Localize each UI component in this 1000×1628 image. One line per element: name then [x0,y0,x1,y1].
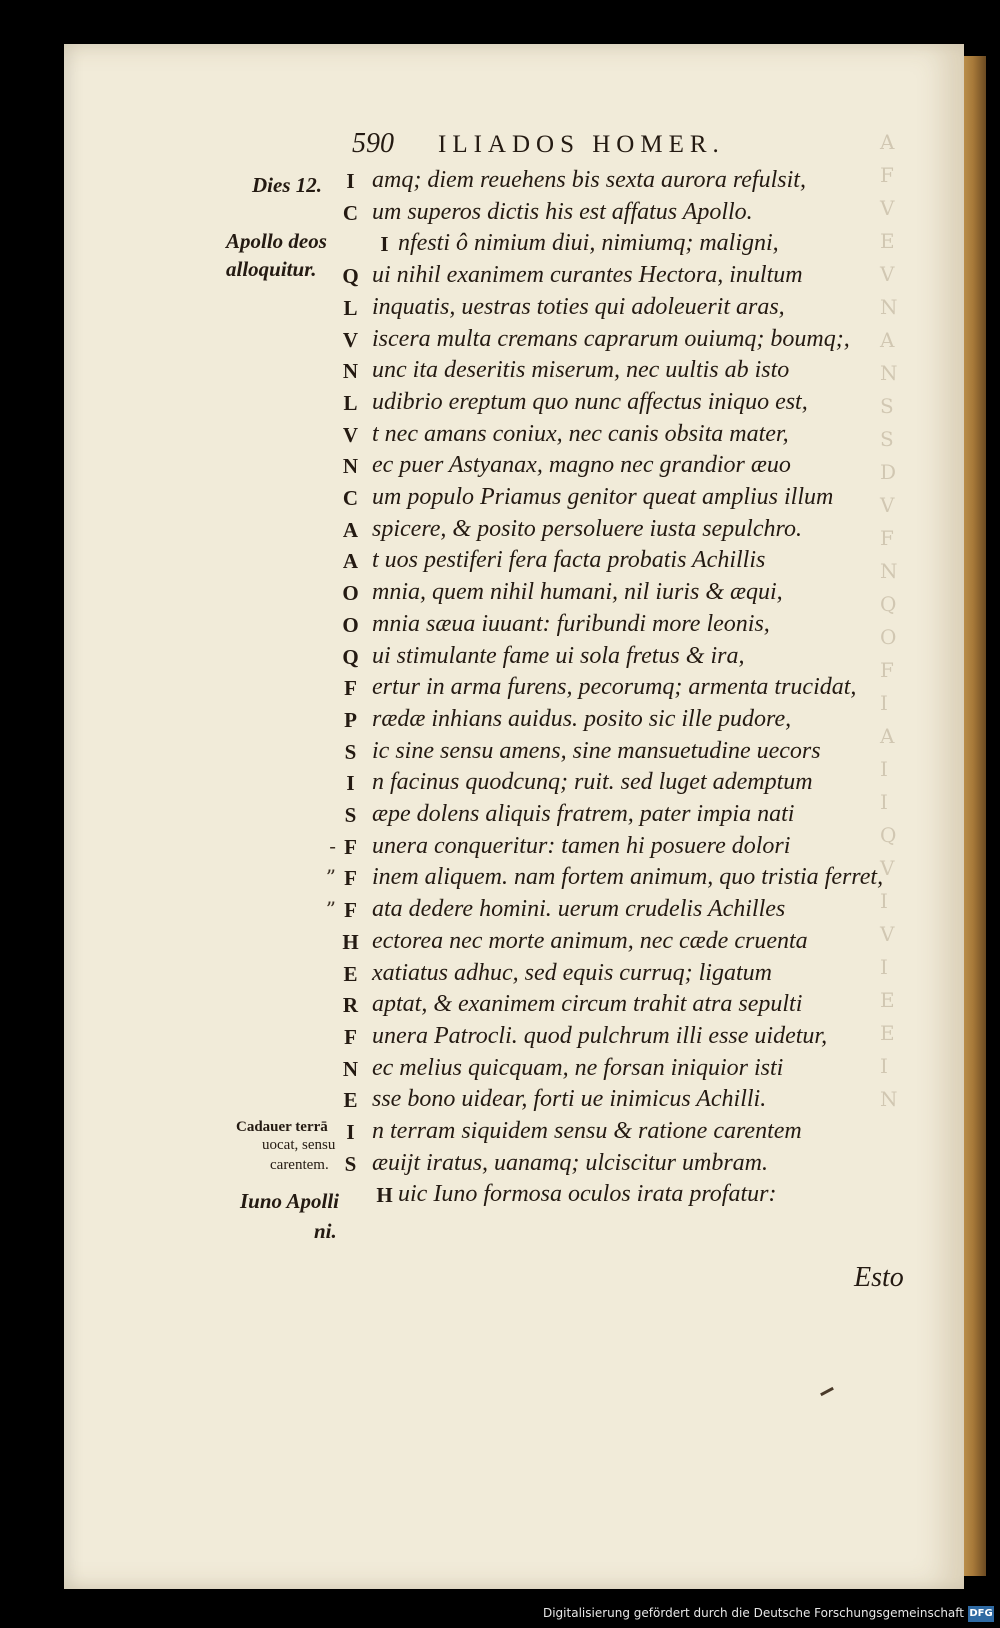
verse-text: ui stimulante fame ui sola fretus & ira, [372,642,745,669]
margin-note-cadaver-line2: uocat, sensu [262,1137,336,1153]
verse-initial: F [344,866,358,891]
bleed-letter: D [880,460,897,484]
verse-text: mnia, quem nihil humani, nil iuris & æqui, [372,579,783,606]
quotation-mark: ” [325,865,336,890]
verse-text: ectorea nec morte animum, nec cæde cruenta [372,927,808,954]
verse-initial: N [342,1056,360,1081]
verse-text: unera conqueritur: tamen hi posuere dolori [372,832,791,859]
verse-line [0,546,900,579]
verse-line [0,356,900,389]
verse-line [0,768,900,801]
verse-text: ui nihil exanimem curantes Hectora, inultum [372,262,803,289]
bleed-letter: S [880,427,894,451]
verse-text: xatiatus adhuc, sed equis curruq; ligatum [372,959,772,986]
verse-line [0,800,900,833]
verse-initial: P [344,707,358,732]
verse-text: æuijt iratus, uanamq; ulciscitur umbram. [372,1149,769,1176]
verse-text: unc ita deseritis miserum, nec uultis ab isto [372,357,790,384]
bleed-letter: I [880,955,888,979]
verse-line [0,515,900,548]
verse-line [0,1054,900,1087]
verse-initial: I [380,232,390,257]
bleed-letter: Q [880,592,897,616]
verse-initial: V [342,422,360,447]
verse-initial: A [342,549,360,574]
verse-text: udibrio ereptum quo nunc affectus iniquo est, [372,388,808,415]
verse-initial: S [344,1151,358,1176]
verse-initial: R [342,993,360,1018]
bleed-letter: I [880,757,888,781]
verse-initial: S [344,803,358,827]
verse-line [0,959,900,992]
bleed-letter: V [880,196,895,220]
verse-initial: L [343,390,359,415]
quotation-mark: - [329,833,336,858]
verse-line [0,388,900,421]
verse-text: sse bono uidear, forti ue inimicus Achilli. [372,1086,767,1113]
bleed-letter: O [880,625,897,649]
verse-initial: Q [342,264,360,289]
catchword: Esto [854,1262,904,1293]
bleed-letter: I [880,691,888,715]
verse-text: um superos dictis his est affatus Apollo. [372,198,753,225]
verse-line [0,451,900,484]
bleed-letter: V [880,493,895,517]
verse-line [0,261,900,294]
verse-initial: F [344,834,358,859]
verse-text: mnia sæua iuuant: furibundi more leonis, [372,610,770,637]
verse-line [0,642,900,675]
verse-initial: N [342,454,360,479]
bleed-letter: N [880,559,898,583]
verse-line [0,325,900,358]
verse-line [0,293,900,326]
bleed-letter: F [880,526,894,550]
verse-text: um populo Priamus genitor queat amplius illum [372,484,834,510]
verse-text: n terram siquidem sensu & ratione carentem [372,1118,802,1144]
verse-text: iscera multa cremans caprarum ouiumq; boumq;, [372,325,850,352]
bleed-letter: I [880,790,888,814]
verse-initial: V [342,327,360,352]
bleed-letter: I [880,1054,888,1078]
verse-text: ata dedere homini. uerum crudelis Achilles [372,896,786,923]
verse-text: ec puer Astyanax, magno nec grandior æuo [372,452,791,479]
page-number: 590 [352,128,394,159]
verse-line [0,990,900,1023]
verse-initial: E [343,961,359,986]
verse-line [0,737,900,770]
bleed-letter: A [880,724,895,748]
bleed-letter: I [880,889,888,913]
verse-text: rædæ inhians auidus. posito sic ille pudore, [372,705,792,732]
verse-text: n facinus quodcunq; ruit. sed luget ademptum [372,769,813,796]
verse-text: t uos pestiferi fera facta probatis Achillis [372,547,766,574]
verse-line [0,832,900,865]
bleed-letter: A [880,328,895,352]
verse-line [0,927,900,960]
verse-initial: E [343,1088,359,1113]
running-head: ILIADOS HOMER. [438,131,725,158]
verse-initial: C [342,486,360,510]
verse-initial: N [342,359,360,384]
verse-line [0,673,900,706]
funding-credit: Digitalisierung gefördert durch die Deutsche Forschungsgemeinschaft [542,1606,964,1620]
verse-line [0,483,900,516]
verse-initial: L [343,295,359,320]
verse-initial: Q [342,644,360,669]
verse-text: ic sine sensu amens, sine mansuetudine uecors [372,737,821,764]
digitization-footer [0,1602,1000,1628]
verse-initial: C [342,200,360,225]
margin-note-cadaver-line3: carentem. [270,1157,329,1173]
page-header [352,128,725,160]
verse-text: aptat, & exanimem circum trahit atra sepulti [372,991,803,1018]
verse-text: amq; diem reuehens bis sexta aurora refulsit, [372,167,806,193]
bleed-letter: A [880,130,895,154]
verse-text: unera Patrocli. quod pulchrum illi esse uidetur, [372,1022,828,1049]
bleed-letter: E [880,988,895,1012]
verse-initial: F [344,676,358,701]
verse-initial: I [346,1120,356,1144]
verse-initial: H [342,929,360,954]
verse-text: t nec amans coniux, nec canis obsita mater, [372,420,789,447]
bleed-letter: N [880,1087,898,1111]
verse-line [0,1085,900,1118]
verse-line [0,166,900,199]
bleed-letter: E [880,1021,895,1045]
bleed-letter: Q [880,823,897,847]
verse-initial: H [376,1183,394,1208]
bleed-letter: V [880,262,895,286]
verse-line [0,895,900,928]
verse-initial: S [344,739,358,764]
verse-line [0,420,900,453]
bleed-letter: E [880,229,895,253]
verse-line [0,198,900,231]
verse-initial: O [342,581,360,606]
page-edge [964,56,986,1576]
bleed-letter: F [880,658,894,682]
verse-text: ec melius quicquam, ne forsan iniquior isti [372,1054,784,1081]
bleed-letter: S [880,394,894,418]
verse-text: ertur in arma furens, pecorumq; armenta trucidat, [372,674,857,701]
verse-line [0,1117,900,1150]
verse-text: uic Iuno formosa oculos irata profatur: [398,1181,777,1208]
verse-initial: A [342,517,360,542]
verse-line [0,578,900,611]
verse-initial: I [346,169,356,193]
bleed-letter: V [880,856,895,880]
verse-line [0,1180,900,1213]
verse-line [0,1149,900,1182]
dfg-logo: DFG [968,1606,994,1622]
verse-initial: F [344,1024,358,1049]
margin-note-dies: Dies 12. [252,173,322,197]
verse-line [0,863,900,896]
verse-line [0,705,900,738]
verse-text: inem aliquem. nam fortem animum, quo tristia ferret, [372,864,884,891]
verse-initial: I [346,771,356,796]
verse-text: spicere, & posito persoluere iusta sepulchro. [372,515,802,542]
bleed-letter: N [880,295,898,319]
verse-line [0,1022,900,1055]
verse-text: æpe dolens aliquis fratrem, pater impia nati [372,801,795,827]
verse-line [0,610,900,643]
verse-initial: F [344,898,358,923]
margin-note-cadaver-line1: Cadauer terrā [236,1119,328,1135]
verse-initial: O [342,612,360,637]
margin-note-apollo-line2: alloquitur. [226,257,317,281]
quotation-mark: ” [325,897,336,922]
verse-text: inquatis, uestras toties qui adoleuerit aras, [372,293,785,320]
bleed-letter: F [880,163,894,187]
verse-line [0,229,900,262]
verse-text: nfesti ô nimium diui, nimiumq; maligni, [398,230,779,257]
margin-note-iuno-line2: ni. [314,1219,337,1243]
margin-note-apollo-line1: Apollo deos [226,229,327,253]
bleed-letter: V [880,922,895,946]
bleed-letter: N [880,361,898,385]
margin-note-iuno-line1: Iuno Apolli [240,1189,340,1213]
